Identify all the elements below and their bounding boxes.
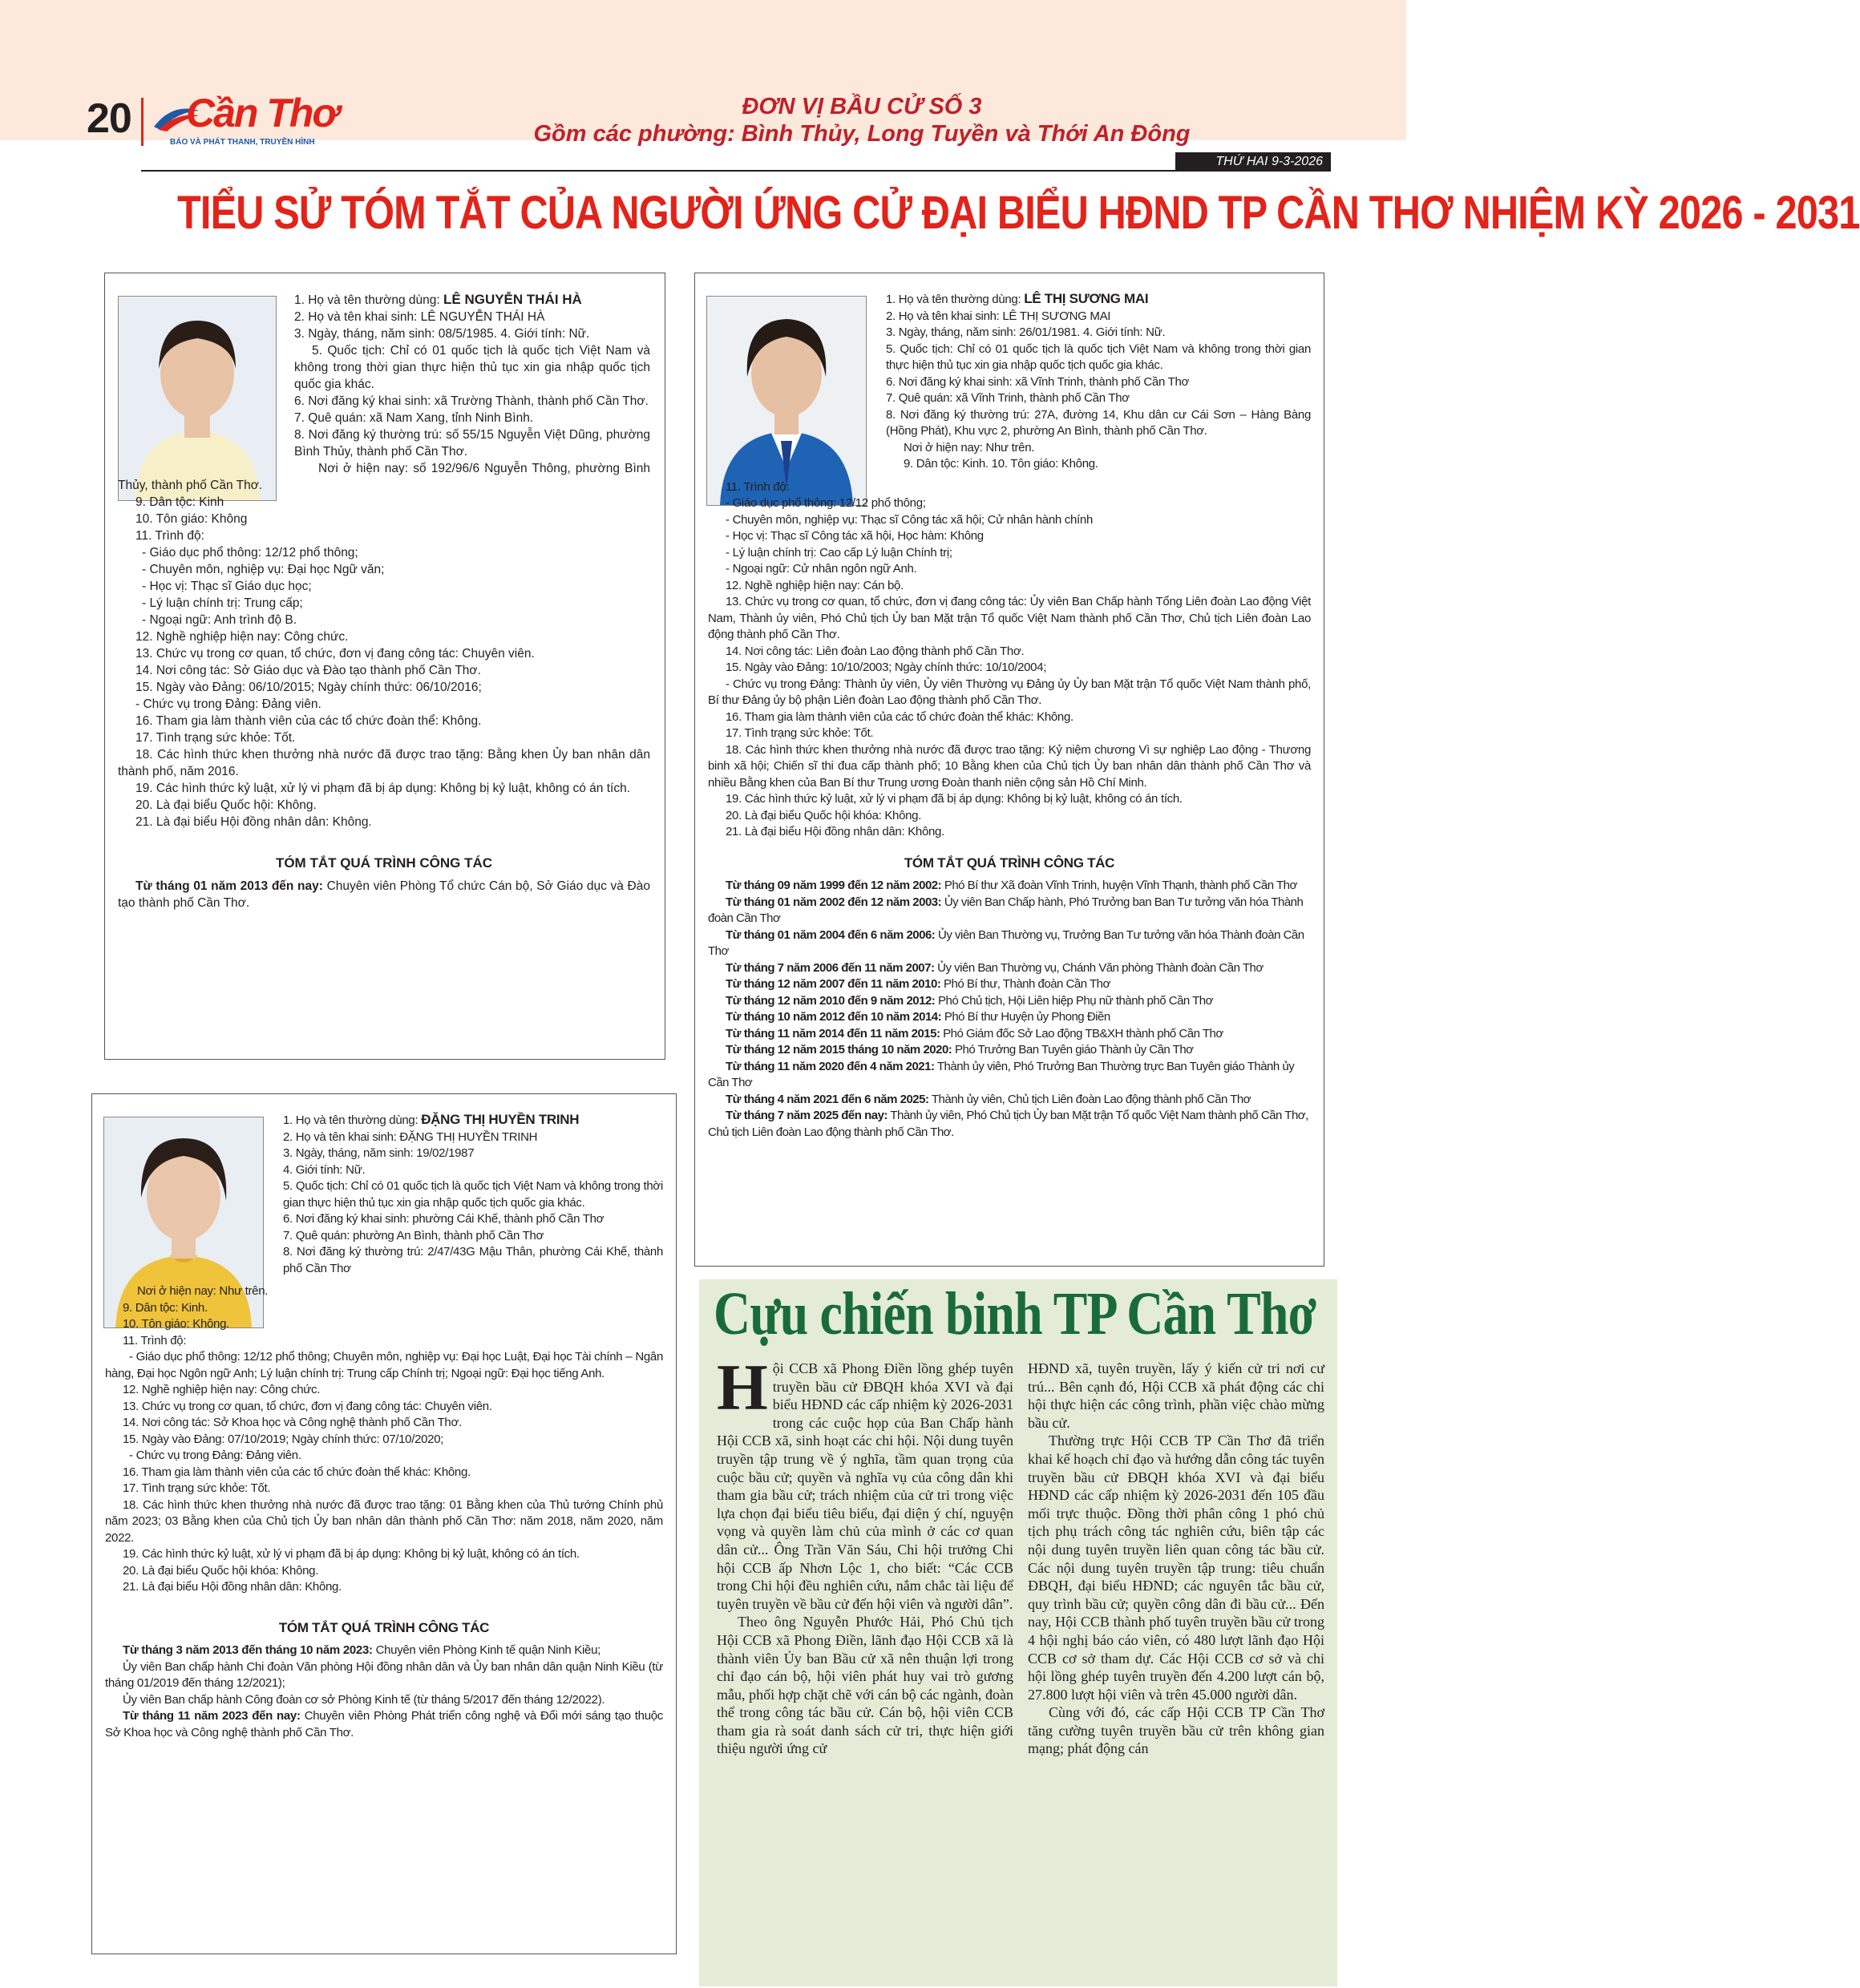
bio-line: 2. Họ và tên khai sinh: LÊ NGUYỄN THÁI HÀ bbox=[294, 310, 545, 324]
career-text: Chuyên viên Phòng Phát triển công nghệ và Đổi mới sáng tạo thuộc Sở Khoa học và Công nghệ thành phố Cần Thơ. bbox=[105, 1709, 663, 1740]
district-heading bbox=[345, 93, 1379, 147]
career-period: Từ tháng 12 năm 2015 tháng 10 năm 2020: bbox=[726, 1043, 952, 1057]
bio-line: 20. Là đại biểu Quốc hội: Không. bbox=[135, 798, 317, 812]
candidate-bio-1 bbox=[118, 291, 650, 911]
bio-line: - Giáo dục phổ thông: 12/12 phổ thông; Chuyên môn, nghiệp vụ: Đại học Luật, Đại học Tài chính – Ngân hàng, Đại học Ngôn ngữ Anh; Lý luận chính trị: Trung cấp Chính trị; Ngoại ngữ: Đại học tiếng Anh. bbox=[105, 1350, 663, 1380]
career-period: Từ tháng 3 năm 2013 đến tháng 10 năm 2023: bbox=[123, 1643, 373, 1657]
bio-line: 17. Tình trạng sức khỏe: Tốt. bbox=[123, 1481, 271, 1495]
career-entry bbox=[708, 1026, 1311, 1043]
career-text: Ủy viên Ban Thường vụ, Chánh Văn phòng Thành đoàn Cần Thơ bbox=[934, 960, 1264, 975]
bio-line: - Học vị: Thạc sĩ Giáo dục học; bbox=[142, 580, 312, 593]
career-entry bbox=[708, 960, 1311, 977]
bio-line: 13. Chức vụ trong cơ quan, tổ chức, đơn vị đang công tác: Chuyên viên. bbox=[135, 647, 535, 661]
bio-line: 14. Nơi công tác: Sở Giáo dục và Đào tạo thành phố Cần Thơ. bbox=[135, 664, 481, 677]
bio-line: 19. Các hình thức kỷ luật, xử lý vi phạm đã bị áp dụng: Không bị kỷ luật, không có án tích. bbox=[123, 1547, 580, 1561]
article-column-1 bbox=[717, 1351, 1013, 1758]
career-entry bbox=[708, 1009, 1311, 1026]
bio-line: 5. Quốc tịch: Chỉ có 01 quốc tịch là quốc tịch Việt Nam và không trong thời gian thực hiện thủ tục xin gia nhập quốc tịch quốc gia khác. bbox=[283, 1179, 663, 1210]
candidate-name-3: ĐẶNG THỊ HUYỀN TRINH bbox=[421, 1112, 580, 1127]
bio-line: 12. Nghề nghiệp hiện nay: Công chức. bbox=[123, 1383, 321, 1396]
bio-line: 14. Nơi công tác: Sở Khoa học và Công nghệ thành phố Cần Thơ. bbox=[123, 1416, 462, 1429]
bio-line: - Chuyên môn, nghiệp vụ: Thạc sĩ Công tác xã hội; Cử nhân hành chính bbox=[726, 512, 1093, 527]
bio-line: 12. Nghề nghiệp hiện nay: Công chức. bbox=[135, 630, 349, 644]
issue-date: THỨ HAI 9-3-2026 bbox=[1175, 152, 1331, 172]
bio-line: 19. Các hình thức kỷ luật, xử lý vi phạm đã bị áp dụng: Không bị kỷ luật, không có án tích. bbox=[726, 792, 1183, 806]
career-entry bbox=[708, 993, 1311, 1010]
bio-line: 18. Các hình thức khen thưởng nhà nước đã được trao tặng: Kỷ niệm chương Vì sự nghiệp Lao động - Thương binh xã hội; Chiến sĩ thi đua cấp thành phố; 10 Bằng khen của Chủ tịch Ủy ban nhân dân thành phố Cần Thơ và nhiều Bằng khen của Ban Bí thư Trung ương Đoàn thanh niên cộng sản Hồ Chí Minh. bbox=[708, 742, 1311, 790]
bio-line: 21. Là đại biểu Hội đồng nhân dân: Không. bbox=[123, 1580, 342, 1594]
career-text: Ủy viên Ban chấp hành Công đoàn cơ sở Phòng Kinh tế (từ tháng 5/2017 đến tháng 12/2022). bbox=[123, 1692, 605, 1707]
career-period: Từ tháng 7 năm 2006 đến 11 năm 2007: bbox=[726, 960, 935, 975]
article-paragraph bbox=[717, 1351, 1013, 1613]
career-entry bbox=[708, 927, 1311, 960]
newspaper-logo bbox=[152, 90, 337, 152]
candidate-card-1 bbox=[104, 273, 665, 1060]
bio-line: 15. Ngày vào Đảng: 06/10/2015; Ngày chính thức: 06/10/2016; bbox=[135, 681, 482, 694]
bio-line: - Giáo dục phổ thông: 12/12 phổ thông; bbox=[142, 546, 358, 560]
district-line-1: ĐƠN VỊ BẦU CỬ SỐ 3 bbox=[742, 94, 982, 119]
bio-line: Nơi ở hiện nay: Như trên. bbox=[904, 440, 1035, 455]
career-text: Thành ủy viên, Chủ tịch Liên đoàn Lao động thành phố Cần Thơ bbox=[928, 1092, 1251, 1106]
bio-line: 12. Nghề nghiệp hiện nay: Cán bộ. bbox=[726, 578, 904, 592]
field-label: 1. Họ và tên thường dùng: bbox=[294, 293, 443, 307]
bio-line: 15. Ngày vào Đảng: 07/10/2019; Ngày chính thức: 07/10/2020; bbox=[123, 1432, 444, 1446]
bio-line: - Học vị: Thạc sĩ Công tác xã hội, Học hàm: Không bbox=[726, 529, 984, 543]
career-period: Từ tháng 10 năm 2012 đến 10 năm 2014: bbox=[726, 1010, 942, 1024]
field-label: 1. Họ và tên thường dùng: bbox=[283, 1113, 422, 1127]
bio-line: 9. Dân tộc: Kinh. 10. Tôn giáo: Không. bbox=[904, 457, 1098, 471]
bio-line: 11. Trình độ: bbox=[123, 1333, 187, 1348]
career-period: Từ tháng 11 năm 2020 đến 4 năm 2021: bbox=[726, 1059, 935, 1073]
bio-line: 16. Tham gia làm thành viên của các tổ chức đoàn thể khác: Không. bbox=[123, 1465, 471, 1479]
bio-line: 7. Quê quán: xã Nam Xang, tỉnh Ninh Bình. bbox=[294, 411, 534, 425]
career-text: Thành ủy viên, Phó Chủ tịch Ủy ban Mặt trận Tổ quốc Việt Nam thành phố Cần Thơ, Chủ tịch Liên đoàn Lao động thành phố Cần Thơ. bbox=[708, 1109, 1308, 1139]
career-entry bbox=[708, 976, 1311, 993]
bio-line: 13. Chức vụ trong cơ quan, tổ chức, đơn vị đang công tác: Ủy viên Ban Chấp hành Tổng Liên đoàn Lao động Việt Nam, Thành ủy viên, Phó Chủ tịch Ủy ban Mặt trận Tổ quốc Việt Nam thành phố Cần Thơ, Chủ tịch Liên đoàn Lao động thành phố Cần Thơ. bbox=[708, 595, 1311, 641]
career-entry bbox=[708, 895, 1311, 927]
logo-subtitle: BÁO VÀ PHÁT THANH, TRUYỀN HÌNH bbox=[170, 138, 315, 147]
bio-line: 7. Quê quán: xã Vĩnh Trinh, thành phố Cần Thơ bbox=[886, 391, 1130, 405]
career-entry bbox=[105, 1643, 663, 1659]
bio-line: 9. Dân tộc: Kinh. bbox=[123, 1300, 208, 1315]
candidate-name-1: LÊ NGUYỄN THÁI HÀ bbox=[443, 292, 582, 307]
bio-line: Nơi ở hiện nay: số 192/96/6 Nguyễn Thông, phường Bình Thủy, thành phố Cần Thơ. bbox=[118, 462, 650, 492]
bio-line: 3. Ngày, tháng, năm sinh: 26/01/1981. 4. Giới tính: Nữ. bbox=[886, 325, 1166, 339]
bio-line: 6. Nơi đăng ký khai sinh: xã Vĩnh Trinh, thành phố Cần Thơ bbox=[886, 374, 1190, 389]
bio-line: - Giáo dục phổ thông: 12/12 phổ thông; bbox=[726, 496, 926, 510]
career-entry bbox=[105, 1692, 663, 1709]
career-heading: TÓM TẮT QUÁ TRÌNH CÔNG TÁC bbox=[904, 855, 1115, 871]
bio-line: - Ngoại ngữ: Anh trình độ B. bbox=[142, 613, 297, 627]
bio-line: 16. Tham gia làm thành viên của các tổ chức đoàn thể: Không. bbox=[135, 714, 482, 728]
career-entry bbox=[708, 1092, 1311, 1109]
bio-line: 19. Các hình thức kỷ luật, xử lý vi phạm đã bị áp dụng: Không bị kỷ luật, không có án tích. bbox=[135, 782, 630, 795]
header-rule bbox=[141, 170, 1323, 172]
article-paragraph: Thường trực Hội CCB TP Cần Thơ đã triển khai kế hoạch chỉ đạo và hướng dẫn công tác tuyên truyền bầu cử ĐBQH khóa XVI và đại biểu HĐND các cấp nhiệm kỳ 2026-2031 đến 105 đầu mối trực thuộc. Đồng thời phân công 1 phó chủ tịch phụ trách công tác nghiên cứu, biên tập các nội dung tuyên truyền liên quan công tác bầu cử. Các nội dung tuyên truyền tập trung: tiêu chuẩn ĐBQH, đại biểu HĐND; các nguyên tắc bầu cử, quy trình bầu cử; quyền công dân đi bầu cử... Đến nay, Hội CCB thành phố tuyên truyền bầu cử trong 4 hội nghị báo cáo viên, có 480 lượt lãnh đạo Hội CCB cơ sở tham dự. Các Hội CCB cơ sở và chi hội lồng ghép tuyên truyền đến 4.200 lượt cán bộ, 27.800 lượt hội viên và trên 45.000 người dân. bbox=[1028, 1432, 1324, 1703]
dropcap: H bbox=[717, 1351, 768, 1424]
field-label: 1. Họ và tên thường dùng: bbox=[886, 293, 1025, 306]
career-period: Từ tháng 01 năm 2004 đến 6 năm 2006: bbox=[726, 927, 936, 942]
career-entry bbox=[708, 1108, 1311, 1141]
bio-line: - Ngoại ngữ: Cử nhân ngôn ngữ Anh. bbox=[726, 562, 917, 576]
career-text: Phó Chủ tịch, Hội Liên hiệp Phụ nữ thành phố Cần Thơ bbox=[935, 993, 1213, 1008]
career-period: Từ tháng 09 năm 1999 đến 12 năm 2002: bbox=[726, 879, 942, 892]
career-entry bbox=[105, 1708, 663, 1741]
bio-line: 4. Giới tính: Nữ. bbox=[283, 1162, 366, 1177]
article-paragraph: Theo ông Nguyễn Phước Hải, Phó Chủ tịch Hội CCB xã Phong Điền, lãnh đạo Hội CCB xã là thành viên Ủy ban Bầu cử xã nên thuận lợi trong chỉ đạo cán bộ, hội viên phát huy vai trò gương mẫu, phối hợp chặt chẽ với cán bộ các ngành, đoàn thể trong công tác bầu cử. Cán bộ, hội viên CCB tham gia rà soát danh sách cử tri, thực hiện giới thiệu người ứng cử bbox=[717, 1614, 1013, 1757]
career-period: Từ tháng 11 năm 2023 đến nay: bbox=[123, 1709, 301, 1723]
bio-line: 6. Nơi đăng ký khai sinh: phường Cái Khế, thành phố Cần Thơ bbox=[283, 1212, 604, 1226]
career-entry bbox=[118, 878, 650, 911]
district-line-2: Gồm các phường: Bình Thủy, Long Tuyền và Thới An Đông bbox=[533, 121, 1191, 147]
bio-line: 8. Nơi đăng ký thường trú: 27A, đường 14, Khu dân cư Cái Sơn – Hàng Bàng (Hồng Phát), Khu vực 2, phường An Bình, thành phố Cần Thơ. bbox=[886, 407, 1311, 438]
bio-line: 11. Trình độ: bbox=[726, 479, 790, 494]
logo-text: Cần Thơ bbox=[186, 91, 338, 135]
candidate-name-2: LÊ THỊ SƯƠNG MAI bbox=[1024, 291, 1149, 306]
career-text: Ủy viên Ban Chấp hành, Phó Trưởng ban Ban Tư tưởng văn hóa Thành đoàn Cần Thơ bbox=[708, 895, 1304, 925]
bio-line: 7. Quê quán: phường An Bình, thành phố Cần Thơ bbox=[283, 1228, 544, 1242]
bio-line: 18. Các hình thức khen thưởng nhà nước đã được trao tặng: 01 Bằng khen của Thủ tướng Chính phủ năm 2023; 03 Bằng khen của Chủ tịch Ủy ban nhân dân thành phố Cần Thơ: năm 2018, năm 2020, năm 2022. bbox=[105, 1497, 663, 1545]
candidate-bio-3 bbox=[105, 1112, 663, 1741]
candidate-bio-2 bbox=[708, 291, 1311, 1141]
bio-line: 8. Nơi đăng ký thường trú: 2/47/43G Mậu Thân, phường Cái Khế, thành phố Cần Thơ bbox=[283, 1245, 663, 1275]
bio-line: 17. Tình trạng sức khỏe: Tốt. bbox=[135, 731, 296, 745]
career-entry bbox=[708, 1059, 1311, 1092]
bio-line: 5. Quốc tịch: Chỉ có 01 quốc tịch là quốc tịch Việt Nam và không trong thời gian thực hiện thủ tục xin gia nhập quốc tịch quốc gia khác. bbox=[294, 344, 650, 391]
career-list bbox=[708, 878, 1311, 1141]
career-entry bbox=[708, 1042, 1311, 1059]
candidate-card-3 bbox=[91, 1093, 677, 1954]
page-number: 20 bbox=[87, 95, 131, 142]
bio-line: 8. Nơi đăng ký thường trú: số 55/15 Nguyễn Việt Dũng, phường Bình Thủy, thành phố Cần Thơ. bbox=[294, 428, 650, 459]
bio-line: 9. Dân tộc: Kinh bbox=[135, 495, 224, 509]
bio-line: - Chức vụ trong Đảng: Đảng viên. bbox=[129, 1449, 301, 1462]
article-paragraph: HĐND xã, tuyên truyền, lấy ý kiến cử tri nơi cư trú... Bên cạnh đó, Hội CCB xã phát động các chi hội thực hiện các công trình, phần việc chào mừng bầu cử. bbox=[1028, 1360, 1324, 1431]
career-text: Thành ủy viên, Phó Trưởng Ban Thường trực Ban Tuyên giáo Thành ủy Cần Thơ bbox=[708, 1059, 1295, 1089]
bio-line: 2. Họ và tên khai sinh: LÊ THỊ SƯƠNG MAI bbox=[886, 309, 1111, 323]
bio-line: 17. Tình trạng sức khỏe: Tốt. bbox=[726, 726, 874, 740]
bio-line: - Chức vụ trong Đảng: Thành ủy viên, Ủy viên Thường vụ Đảng ủy Ủy ban Mặt trận Tổ quốc Việt Nam thành phố, Bí thư Đảng ủy bộ phận Liên đoàn Lao động thành phố Cần Thơ. bbox=[708, 677, 1311, 707]
bio-line: 10. Tôn giáo: Không. bbox=[123, 1317, 229, 1331]
career-period: Từ tháng 12 năm 2007 đến 11 năm 2010: bbox=[726, 977, 941, 991]
page-title: TIỂU SỬ TÓM TẮT CỦA NGƯỜI ỨNG CỬ ĐẠI BIỂU HĐND TP CẦN THƠ NHIỆM KỲ 2026 - 2031 bbox=[176, 187, 1860, 239]
bio-line: 10. Tôn giáo: Không bbox=[135, 512, 248, 526]
career-heading: TÓM TẮT QUÁ TRÌNH CÔNG TÁC bbox=[275, 855, 493, 871]
bio-line: 15. Ngày vào Đảng: 10/10/2003; Ngày chính thức: 10/10/2004; bbox=[726, 661, 1047, 674]
career-text: Ủy viên Ban chấp hành Chi đoàn Văn phòng Hội đồng nhân dân và Ủy ban nhân dân quận Ninh Kiều (từ tháng 01/2019 đến tháng 12/2021); bbox=[105, 1659, 663, 1690]
career-text: Chuyên viên Phòng Tổ chức Cán bộ, Sở Giáo dục và Đào tạo thành phố Cần Thơ. bbox=[118, 879, 650, 910]
bio-line: - Chức vụ trong Đảng: Đảng viên. bbox=[135, 697, 321, 711]
career-period: Từ tháng 7 năm 2025 đến nay: bbox=[726, 1109, 888, 1122]
bio-line: 11. Trình độ: bbox=[135, 529, 204, 543]
career-period: Từ tháng 01 năm 2013 đến nay: bbox=[135, 879, 323, 893]
career-period: Từ tháng 12 năm 2010 đến 9 năm 2012: bbox=[726, 993, 936, 1008]
bio-line: 3. Ngày, tháng, năm sinh: 08/5/1985. 4. Giới tính: Nữ. bbox=[294, 327, 590, 341]
career-text: Ủy viên Ban Thường vụ, Trưởng Ban Tư tưởng văn hóa Thành đoàn Cần Thơ bbox=[708, 927, 1304, 958]
bio-line: - Lý luận chính trị: Cao cấp Lý luận Chính trị; bbox=[726, 545, 952, 560]
career-text: Phó Giám đốc Sở Lao động TB&XH thành phố Cần Thơ bbox=[940, 1026, 1223, 1040]
bio-line: 21. Là đại biểu Hội đồng nhân dân: Không. bbox=[726, 825, 944, 838]
page-number-divider bbox=[141, 98, 144, 146]
bio-line: 6. Nơi đăng ký khai sinh: xã Trường Thành, thành phố Cần Thơ. bbox=[294, 394, 649, 408]
candidate-card-2 bbox=[694, 273, 1324, 1267]
article-title: Cựu chiến binh TP Cần Thơ bbox=[714, 1280, 1316, 1348]
bio-line: 18. Các hình thức khen thưởng nhà nước đã được trao tặng: Bằng khen Ủy ban nhân dân thành phố, năm 2016. bbox=[118, 748, 650, 778]
career-text: Phó Trưởng Ban Tuyên giáo Thành ủy Cần Thơ bbox=[952, 1043, 1194, 1057]
bio-line: 13. Chức vụ trong cơ quan, tổ chức, đơn vị đang công tác: Chuyên viên. bbox=[123, 1399, 492, 1413]
career-text: Chuyên viên Phòng Kinh tế quận Ninh Kiều; bbox=[372, 1643, 600, 1657]
bio-line: 21. Là đại biểu Hội đồng nhân dân: Không. bbox=[135, 815, 372, 829]
bio-line: 3. Ngày, tháng, năm sinh: 19/02/1987 bbox=[283, 1146, 475, 1160]
article-column-2 bbox=[1028, 1360, 1324, 1758]
bio-line: - Chuyên môn, nghiệp vụ: Đại học Ngữ văn; bbox=[142, 563, 385, 576]
article-paragraph: Cùng với đó, các cấp Hội CCB TP Cần Thơ tăng cường tuyên truyền bầu cử trên không gian mạng; phát động cán bbox=[1028, 1704, 1324, 1757]
bio-line: 5. Quốc tịch: Chỉ có 01 quốc tịch là quốc tịch Việt Nam và không trong thời gian thực hiện thủ tục xin gia nhập quốc tịch quốc gia khác. bbox=[886, 341, 1311, 372]
bio-line: - Lý luận chính trị: Trung cấp; bbox=[142, 596, 303, 610]
career-text: Phó Bí thư, Thành đoàn Cần Thơ bbox=[940, 977, 1110, 991]
bio-line: 20. Là đại biểu Quốc hội khóa: Không. bbox=[123, 1563, 319, 1578]
career-period: Từ tháng 11 năm 2014 đến 11 năm 2015: bbox=[726, 1026, 940, 1040]
bio-line: 2. Họ và tên khai sinh: ĐẶNG THỊ HUYỀN TRINH bbox=[283, 1129, 538, 1144]
bio-line: 16. Tham gia làm thành viên của các tổ chức đoàn thể khác: Không. bbox=[726, 709, 1074, 724]
career-entry bbox=[105, 1659, 663, 1692]
article-paragraph-text: ội CCB xã Phong Điền lồng ghép tuyên truyền bầu cử ĐBQH khóa XVI và đại biểu HĐND các cấp nhiệm kỳ 2026-2031 trong các cuộc họp của Ban Chấp hành Hội CCB xã, sinh hoạt các chi hội. Nội dung tuyên truyền tập trung về ý nghĩa, tầm quan trọng của cuộc bầu cử; quyền và nghĩa vụ của công dân khi tham gia bầu cử; trách nhiệm của cử tri trong việc lựa chọn đại biểu tiêu biểu, đại diện ý chí, nguyện vọng và quyền làm chủ của mình ở các cơ quan dân cử... Ông Trần Văn Sáu, Chi hội trưởng Chi hội CCB ấp Nhơn Lộc 1, cho biết: “Các CCB trong Chi hội đều nghiên cứu, nắm chắc tài liệu để tuyên truyền về bầu cử đến hội viên và người dân”. bbox=[717, 1360, 1013, 1612]
bio-line: 20. Là đại biểu Quốc hội khóa: Không. bbox=[726, 808, 922, 822]
bio-line: 14. Nơi công tác: Liên đoàn Lao động thành phố Cần Thơ. bbox=[726, 644, 1025, 658]
career-heading: TÓM TẮT QUÁ TRÌNH CÔNG TÁC bbox=[278, 1619, 490, 1635]
career-text: Phó Bí thư Huyện ủy Phong Điền bbox=[941, 1010, 1110, 1024]
bio-line: Nơi ở hiện nay: Như trên. bbox=[137, 1284, 269, 1298]
career-period: Từ tháng 01 năm 2002 đến 12 năm 2003: bbox=[726, 895, 942, 909]
career-period: Từ tháng 4 năm 2021 đến 6 năm 2025: bbox=[726, 1092, 929, 1106]
career-entry bbox=[708, 878, 1311, 895]
career-text: Phó Bí thư Xã đoàn Vĩnh Trinh, huyện Vĩnh Thạnh, thành phố Cần Thơ bbox=[941, 879, 1297, 892]
